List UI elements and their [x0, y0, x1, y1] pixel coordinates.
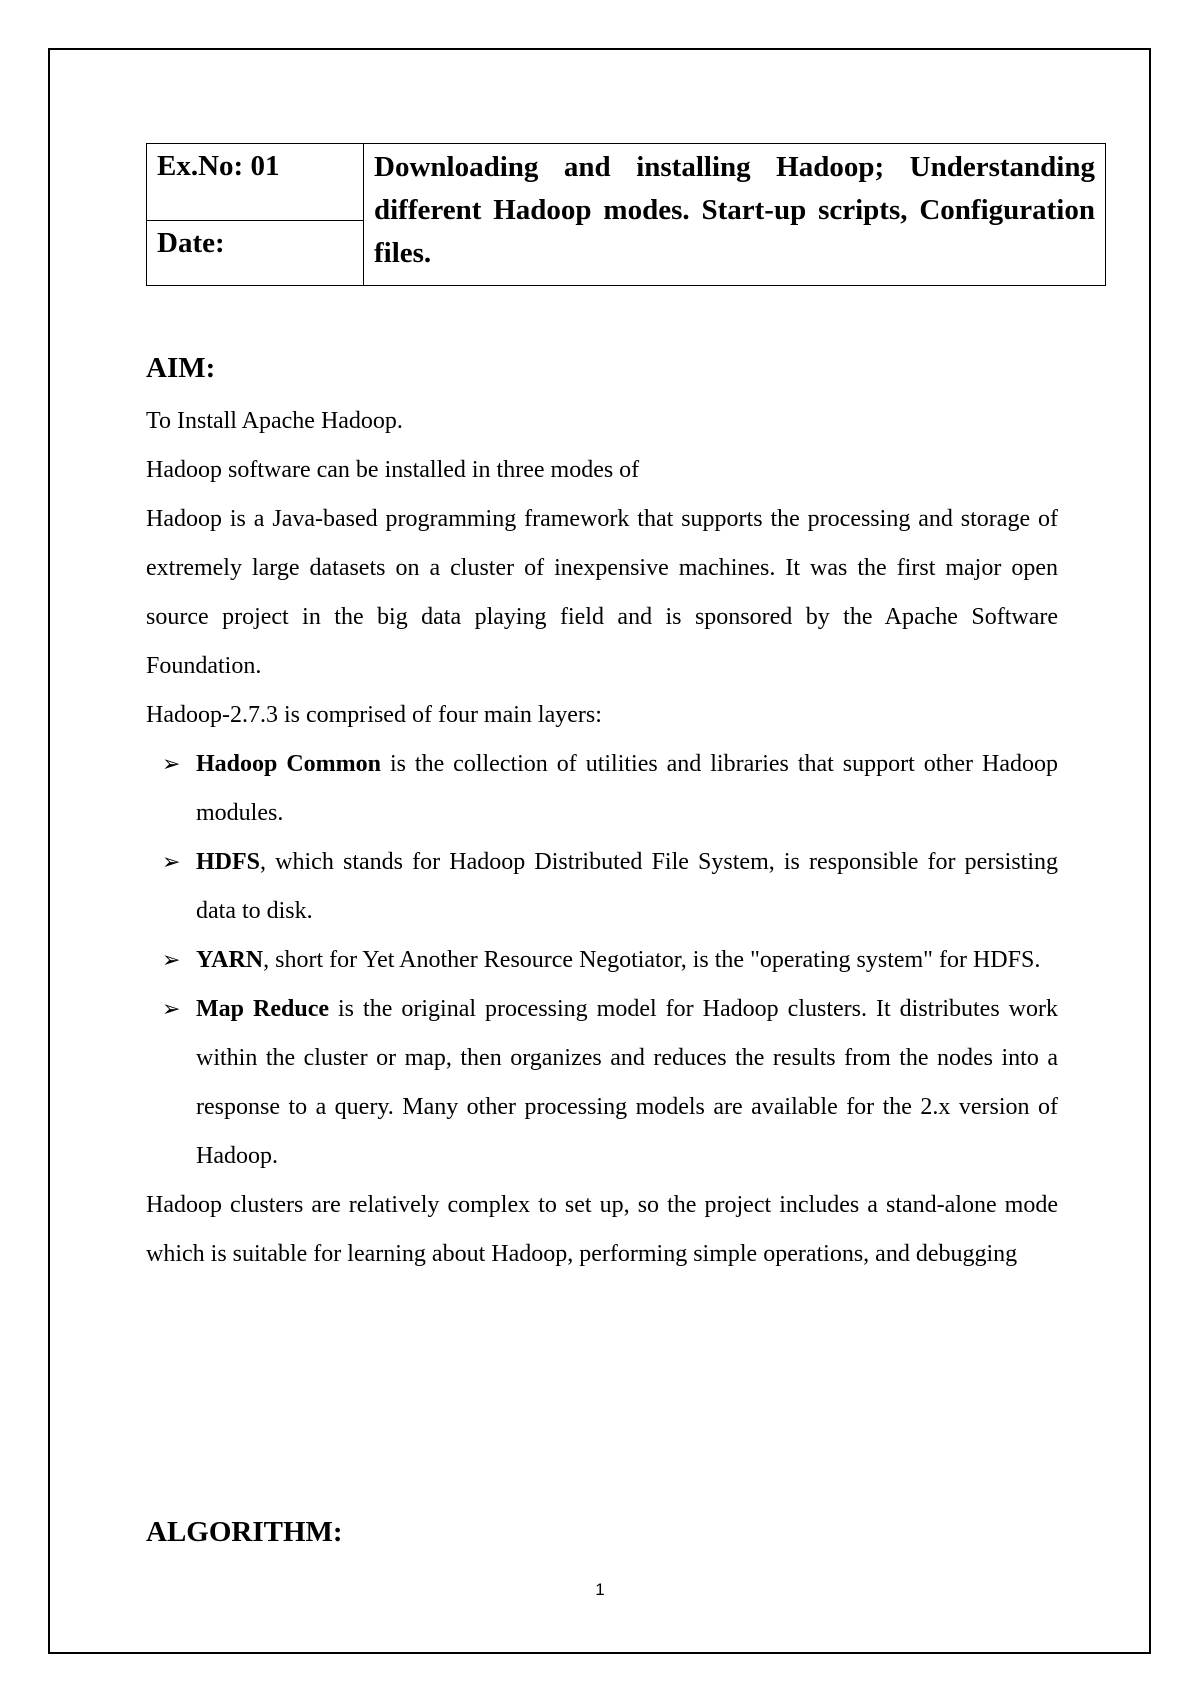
- layer-description: is the collection of utilities and libraries that support other Hadoop modules.: [196, 751, 1058, 826]
- exercise-number: Ex.No: 01: [147, 144, 364, 221]
- arrow-bullet-icon: ➢: [162, 997, 181, 1022]
- exercise-date: Date:: [147, 221, 364, 286]
- aim-paragraph-intro: Hadoop is a Java-based programming framework that supports the processing and storage of extremely large datasets on a cluster of inexpensive machines. It was the first major open source project in the big data playing field and is sponsored by the Apache Software Foundation.: [146, 506, 1058, 679]
- algorithm-heading: ALGORITHM:: [146, 1516, 343, 1548]
- layer-description: , short for Yet Another Resource Negotiator, is the "operating system" for HDFS.: [263, 947, 1041, 973]
- exercise-title: Downloading and installing Hadoop; Understanding different Hadoop modes. Start-up scripts, Configuration files.: [364, 144, 1106, 286]
- list-item: [146, 936, 1058, 985]
- closing-paragraph: Hadoop clusters are relatively complex to set up, so the project includes a stand-alone mode which is suitable for learning about Hadoop, performing simple operations, and debugging: [146, 1192, 1058, 1267]
- aim-line-install: To Install Apache Hadoop.: [146, 408, 403, 434]
- layer-description: , which stands for Hadoop Distributed File System, is responsible for persisting data to disk.: [196, 849, 1058, 924]
- list-item: [146, 838, 1058, 936]
- arrow-bullet-icon: ➢: [162, 752, 181, 777]
- layer-term: Hadoop Common: [196, 751, 381, 777]
- aim-heading: AIM:: [146, 352, 216, 384]
- list-item: [146, 740, 1058, 838]
- document-content: [146, 143, 1106, 1279]
- arrow-bullet-icon: ➢: [162, 850, 181, 875]
- exercise-header-table: [146, 143, 1106, 286]
- list-item: [146, 985, 1058, 1181]
- layer-description: is the original processing model for Hadoop clusters. It distributes work within the cluster or map, then organizes and reduces the results from the nodes into a response to a query. Many other processing models are available for the 2.x version of Hadoop.: [196, 996, 1058, 1169]
- layer-term: HDFS: [196, 849, 261, 875]
- layers-list: [146, 740, 1058, 1181]
- page-number: 1: [595, 1580, 605, 1599]
- layer-term: Map Reduce: [196, 996, 329, 1022]
- layer-term: YARN: [196, 947, 264, 973]
- arrow-bullet-icon: ➢: [162, 948, 181, 973]
- aim-line-modes: Hadoop software can be installed in three modes of: [146, 457, 640, 483]
- layers-intro: Hadoop-2.7.3 is comprised of four main layers:: [146, 702, 602, 728]
